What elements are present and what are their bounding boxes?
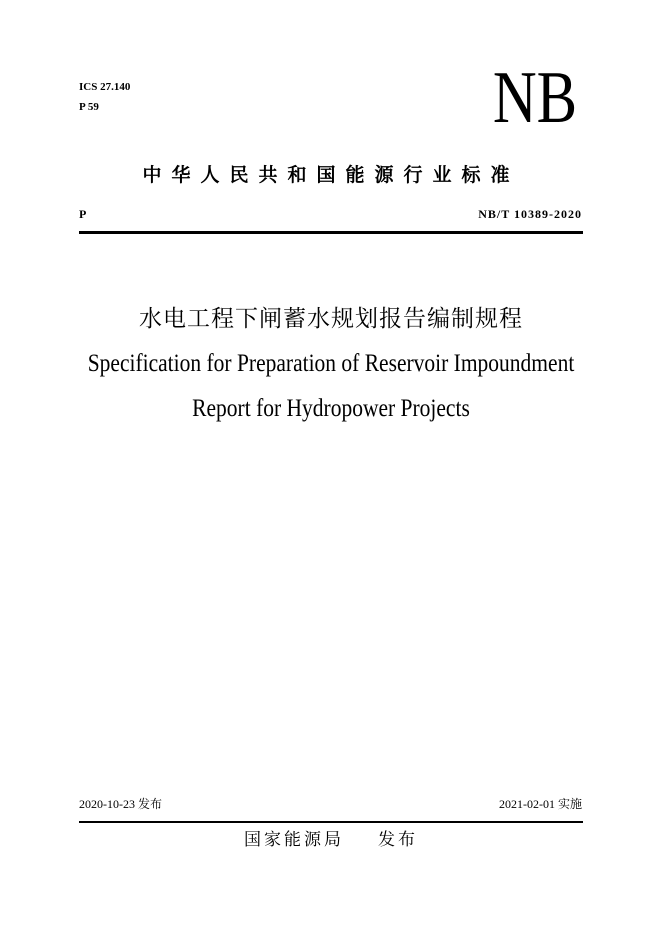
title-english-line1: Specification for Preparation of Reservoir Impoundment — [87, 350, 575, 377]
standard-type-heading: 中华人民共和国能源行业标准 — [142, 164, 520, 186]
publisher-name: 国家能源局 — [244, 830, 344, 850]
footer-divider — [79, 821, 583, 823]
nb-logo: NB — [492, 57, 578, 139]
publisher-line — [0, 828, 662, 852]
classification-code: P — [79, 207, 87, 221]
header-divider — [79, 231, 583, 234]
standard-number: NB/T 10389-2020 — [478, 207, 582, 221]
ccs-code: P 59 — [79, 101, 99, 113]
title-chinese: 水电工程下闸蓄水规划报告编制规程 — [139, 306, 523, 332]
ics-code: ICS 27.140 — [79, 81, 131, 93]
implementation-date: 2021-02-01 实施 — [499, 797, 582, 811]
issue-date: 2020-10-23 发布 — [79, 797, 162, 811]
publisher-action: 发布 — [378, 830, 418, 850]
title-english-line2: Report for Hydropower Projects — [192, 395, 470, 422]
